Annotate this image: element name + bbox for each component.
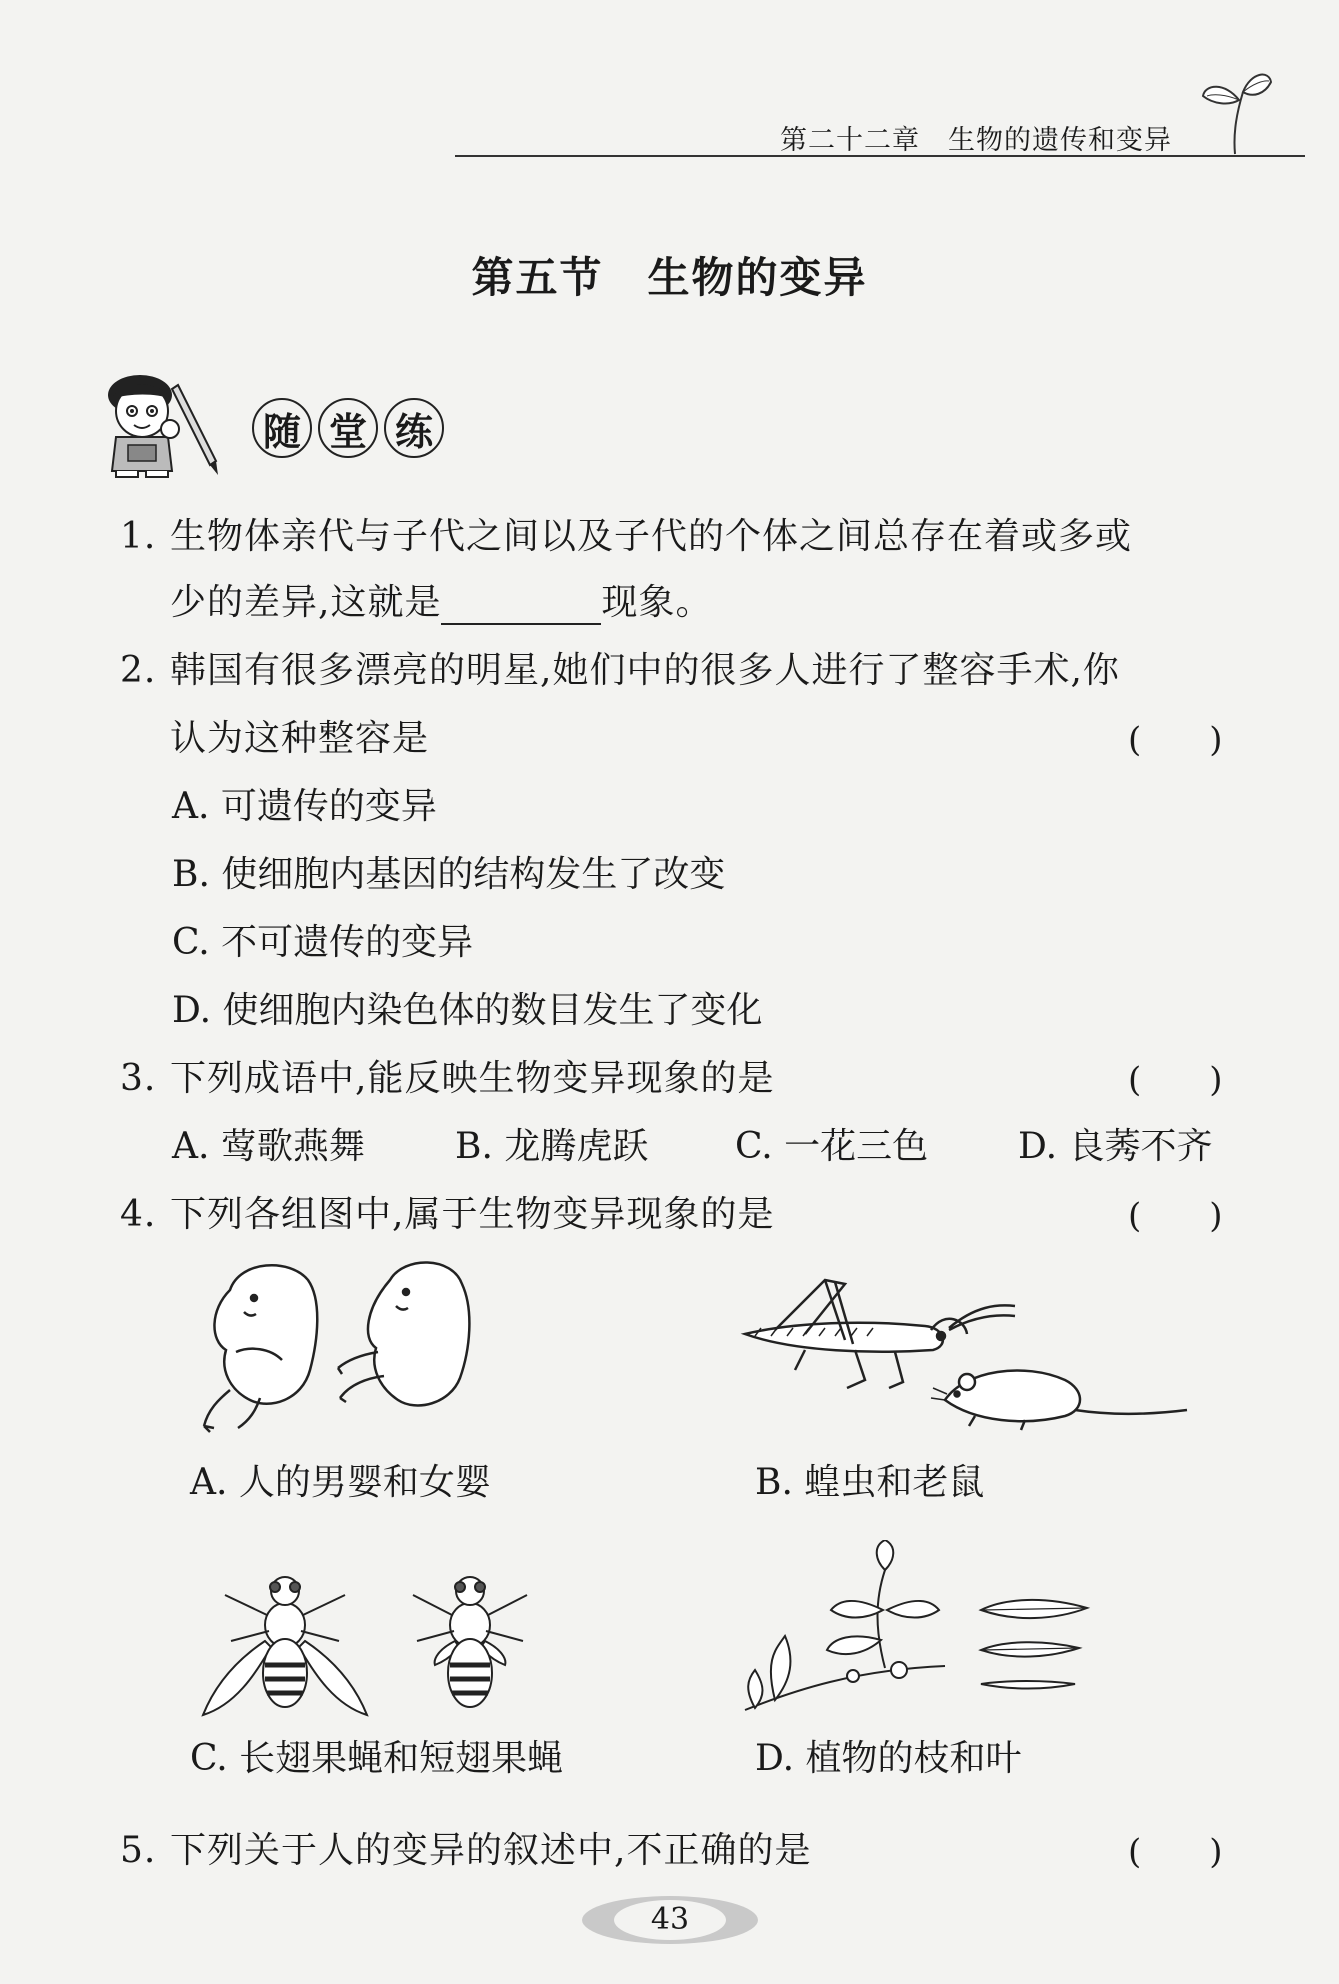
question-1-blank[interactable] [441,589,601,625]
question-4-answer-paren[interactable]: ( ) [1128,1196,1223,1236]
sprout-icon [1195,62,1275,157]
question-2-option-a: A. 可遗传的变异 [172,786,437,827]
question-2-option-c: C. 不可遗传的变异 [172,922,474,963]
question-5-line [120,1822,811,1873]
question-2-number: 2. [120,650,157,691]
long-wing-fruit-fly-icon [203,1577,367,1715]
question-3-number: 3. [120,1058,157,1099]
question-5-answer-paren[interactable]: ( ) [1128,1832,1223,1872]
question-1-line-2 [170,574,712,625]
question-5-number: 5. [120,1830,157,1871]
question-2-line-1 [120,642,1120,693]
header-rule [455,155,1305,157]
short-wing-fruit-fly-icon [413,1577,527,1707]
baby-figure-icon [190,1250,510,1445]
question-1-text-1: 生物体亲代与子代之间以及子代的个体之间总存在着或多或 [170,516,1133,557]
chapter-header: 第二十二章 生物的遗传和变异 [780,125,1172,156]
question-1-text-2: 少的差异,这就是 [170,582,442,623]
figure-b-caption: B. 蝗虫和老鼠 [755,1462,985,1503]
student-mascot-icon [98,365,228,480]
question-3-option-b: B. 龙腾虎跃 [455,1126,649,1167]
mouse-icon [931,1370,1187,1430]
section-title: 第五节 生物的变异 [471,253,868,302]
question-2-answer-paren[interactable]: ( ) [1128,720,1223,760]
practice-label [252,398,444,458]
practice-char-1: 随 [252,398,312,458]
practice-char-2: 堂 [318,398,378,458]
question-2-line-2: 认为这种整容是 [170,718,430,759]
question-4-line [120,1186,774,1237]
question-2-text-1: 韩国有很多漂亮的明星,她们中的很多人进行了整容手术,你 [170,650,1120,691]
page-number: 43 [650,1902,690,1937]
question-2-option-b: B. 使细胞内基因的结构发生了改变 [172,854,726,895]
figure-c-caption: C. 长翅果蝇和短翅果蝇 [190,1738,564,1779]
question-3-option-a: A. 莺歌燕舞 [172,1126,365,1167]
question-3-answer-paren[interactable]: ( ) [1128,1060,1223,1100]
question-2-option-d: D. 使细胞内染色体的数目发生了变化 [172,990,763,1031]
question-3-option-d: D. 良莠不齐 [1018,1126,1213,1167]
question-1-number: 1. [120,516,157,557]
question-3-line [120,1050,774,1101]
question-4-text: 下列各组图中,属于生物变异现象的是 [170,1194,775,1235]
question-3-option-c: C. 一花三色 [735,1126,929,1167]
locust-icon [745,1280,1015,1388]
plant-branch-icon [745,1540,945,1710]
question-5-text: 下列关于人的变异的叙述中,不正确的是 [170,1830,812,1871]
figure-d-caption: D. 植物的枝和叶 [755,1738,1022,1779]
question-4-number: 4. [120,1194,157,1235]
question-3-text: 下列成语中,能反映生物变异现象的是 [170,1058,775,1099]
question-1-line-1 [120,508,1132,559]
figure-a-caption: A. 人的男婴和女婴 [190,1462,491,1503]
page-number-badge [578,1892,762,1948]
leaf-icon [981,1600,1087,1689]
question-1-text-3: 现象。 [601,582,713,623]
practice-char-3: 练 [384,398,444,458]
